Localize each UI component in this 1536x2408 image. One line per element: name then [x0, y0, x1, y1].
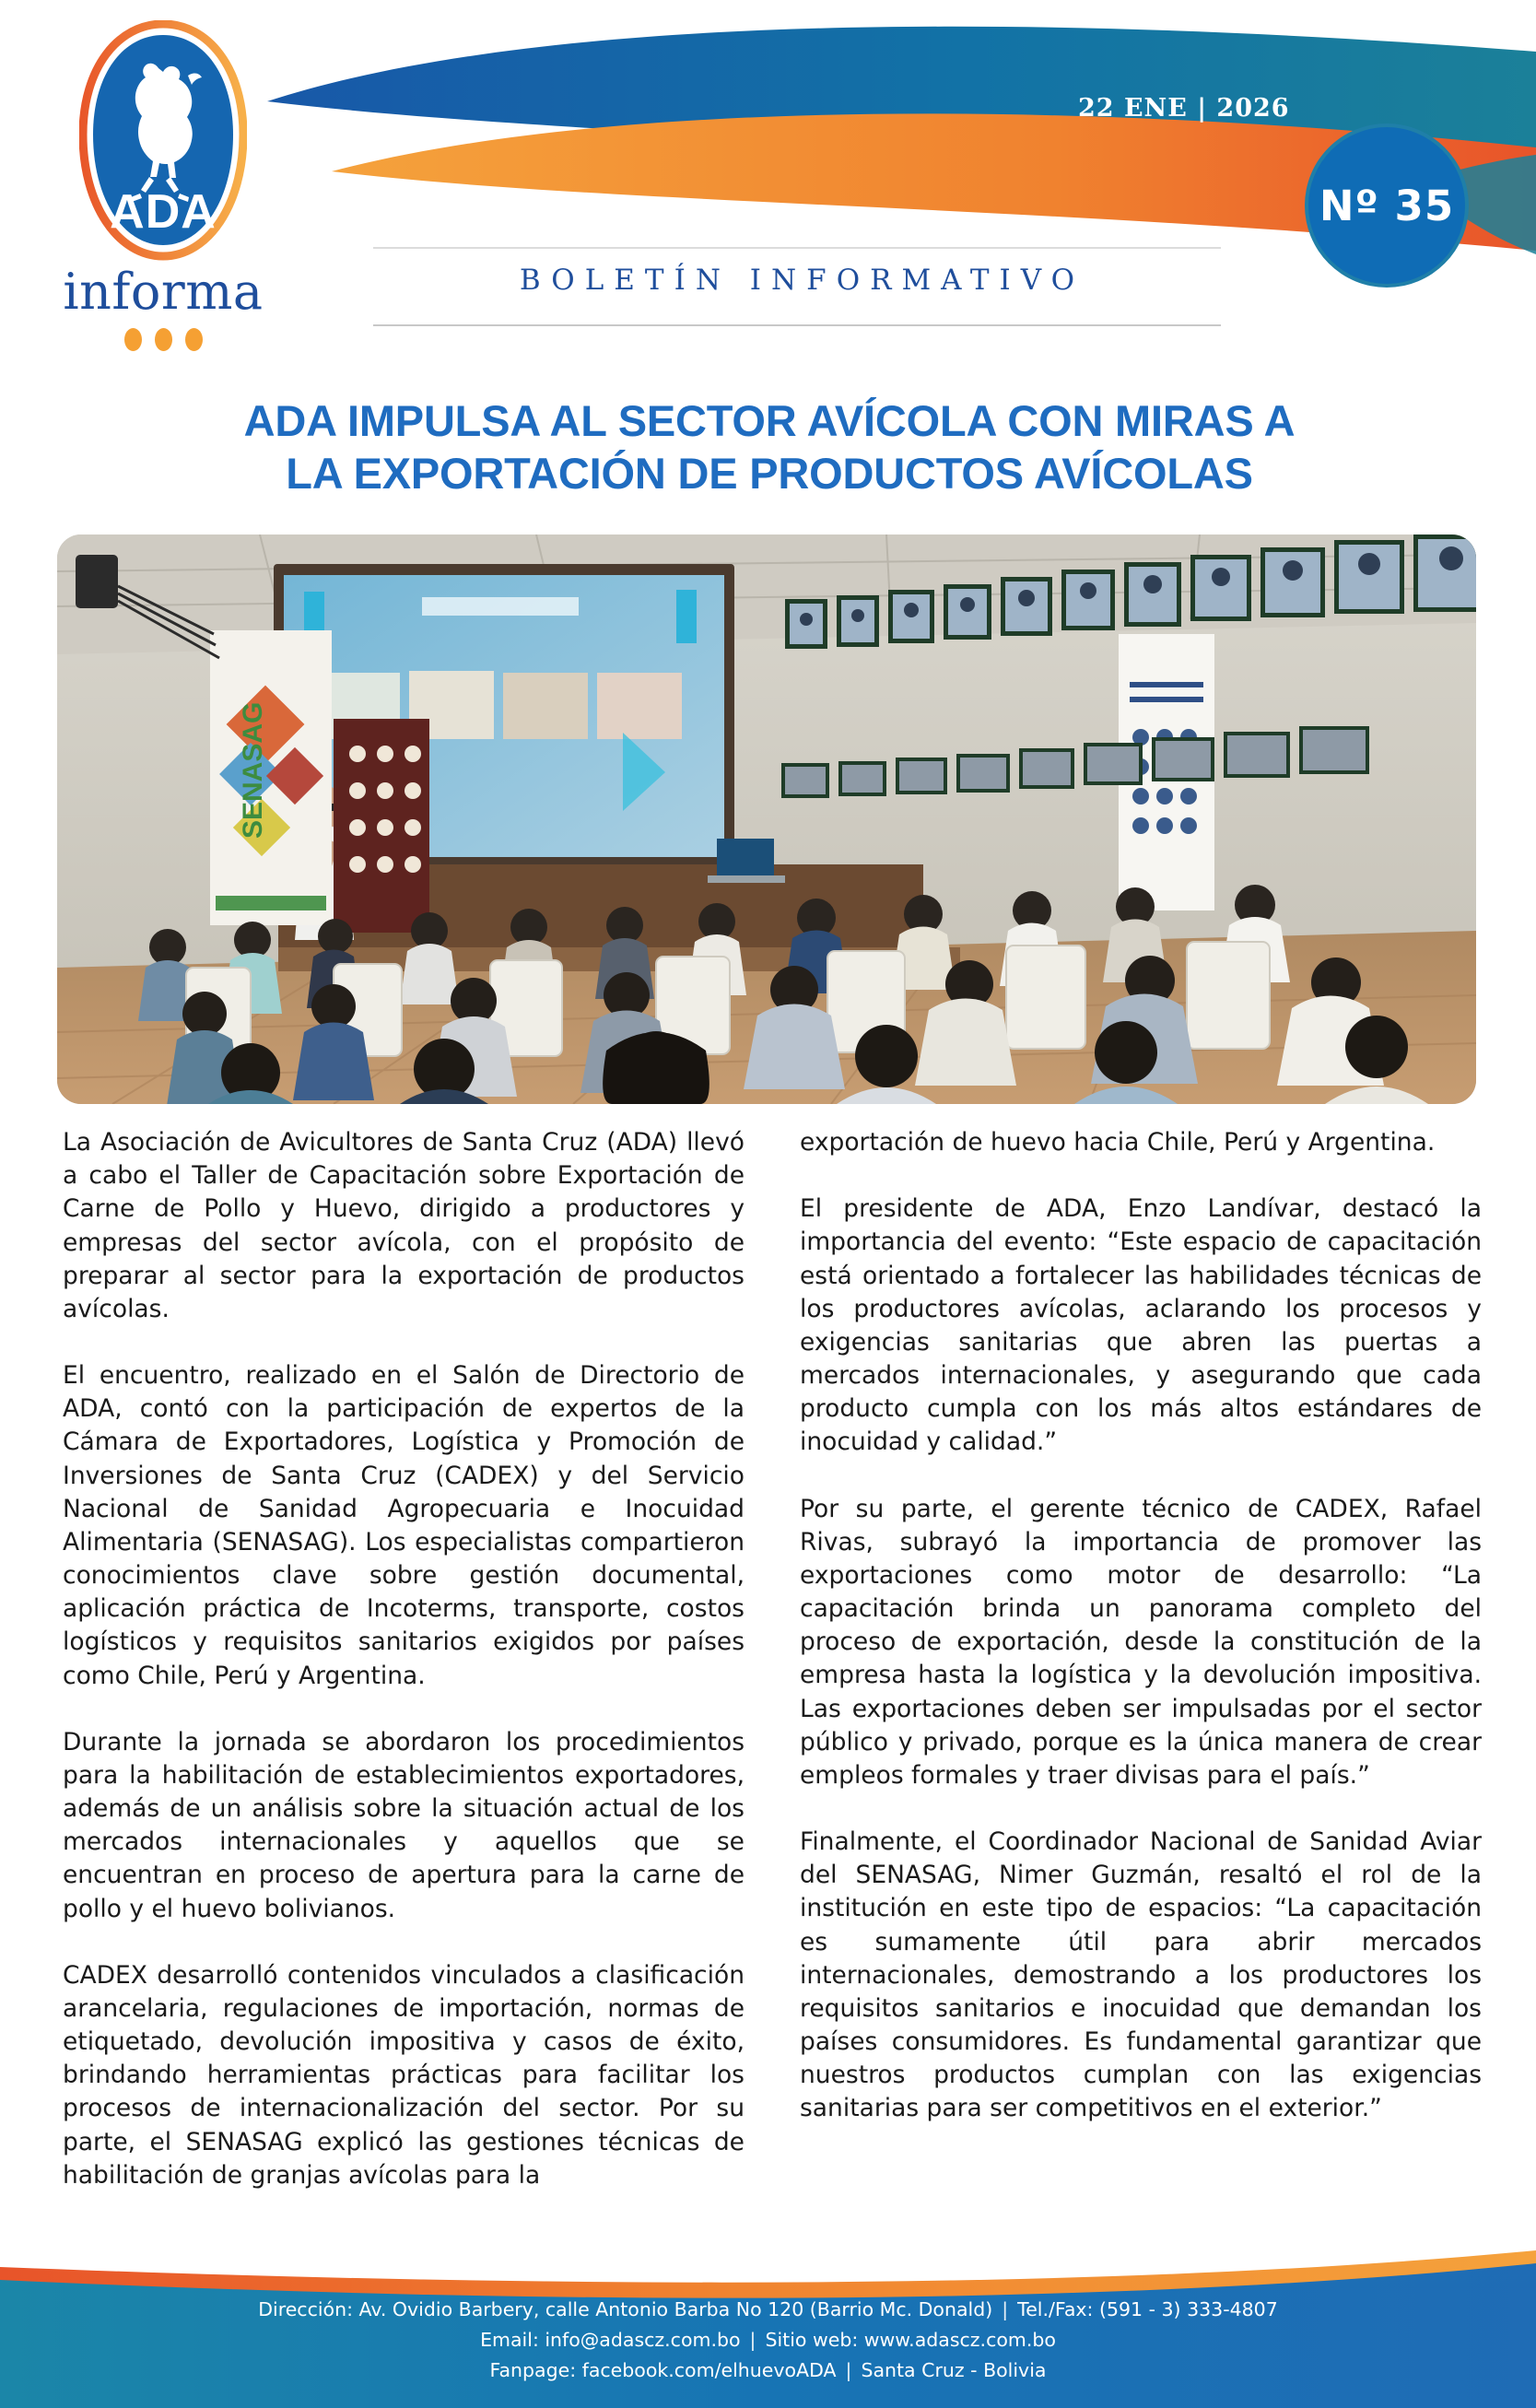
paragraph: El encuentro, realizado en el Salón de Directorio de ADA, contó con la participación de expertos de la Cámara de Exportadores, Logística y Promoción de Inversiones de Santa Cruz (CADEX) y del Servicio Nacional de Sanidad Agropecuaria e Inocuidad Alimentaria (SENASAG). Los especialistas compartieron conocimientos clave sobre gestión documental, aplicación práctica de Incoterms, transporte, costos logísticos y requisitos sanitarios exigidos por países como Chile, Perú y Argentina. — [63, 1361, 745, 1690]
footer-location: Santa Cruz - Bolivia — [861, 2359, 1047, 2382]
ada-logo — [57, 20, 269, 380]
logo-informa-text: informa — [63, 263, 264, 321]
headline-line-2: LA EXPORTACIÓN DE PRODUCTOS AVÍCOLAS — [286, 449, 1253, 499]
footer-phone: Tel./Fax: (591 - 3) 333-4807 — [1017, 2298, 1278, 2320]
footer-address: Dirección: Av. Ovidio Barbery, calle Antonio Barba No 120 (Barrio Mc. Donald) — [258, 2298, 993, 2320]
logo-shield — [79, 20, 247, 262]
page-header — [0, 0, 1536, 387]
logo-dot-2 — [155, 328, 172, 351]
conference-room-photo — [57, 534, 1476, 1104]
logo-dots — [57, 328, 269, 351]
svg-text:SENASAG: SENASAG — [238, 701, 268, 839]
hen-icon — [79, 20, 247, 262]
headline-line-1: ADA IMPULSA AL SECTOR AVÍCOLA CON MIRAS A — [243, 396, 1296, 445]
body-column-left — [63, 1126, 745, 2192]
footer-sep: | — [749, 2329, 756, 2352]
footer-email[interactable]: Email: info@adascz.com.bo — [480, 2329, 741, 2352]
paragraph: Finalmente, el Coordinador Nacional de Sanidad Aviar del SENASAG, Nimer Guzmán, resaltó el rol de la institución en este tipo de espacios: “La capacitación es sumamente útil para abrir mercados internacionales, demostrando a los productores los requisitos sanitarios e inocuidad que demandan los países consumidores. Es fundamental garantizar que nuestros productos cumplan con las exigencias sanitarias para ser competitivos en el exterior.” — [800, 1827, 1482, 2123]
footer-sep: | — [1002, 2298, 1009, 2320]
body-column-right — [800, 1126, 1482, 2126]
paragraph: Por su parte, el gerente técnico de CADEX, Rafael Rivas, subrayó la importancia de promover las exportaciones como motor de desarrollo: “La capacitación brinda un panorama completo del proceso de exportación, desde la constitución de la empresa hasta la logística y la devolución impositiva. Las exportaciones deben ser impulsadas por el sector público y privado, porque es la única manera de crear empleos formales y traer divisas para el país.” — [800, 1494, 1482, 1790]
logo-dot-1 — [124, 328, 142, 351]
issue-number-badge: Nº 35 — [1308, 127, 1465, 284]
issue-date: 22 ENE | 2026 — [1078, 94, 1290, 123]
footer-sep: | — [845, 2359, 852, 2382]
page-footer — [0, 2247, 1536, 2408]
paragraph: El presidente de ADA, Enzo Landívar, destacó la importancia del evento: “Este espacio de capacitación está orientado a fortalecer las habilidades técnicas de los productores avícolas, aclarando los procesos y exigencias sanitarias que abren las puertas a mercados internacionales, y asegurando que cada producto cumpla con los más altos estándares de inocuidad y calidad.” — [800, 1194, 1482, 1457]
footer-line-3 — [0, 2355, 1536, 2386]
footer-line-1 — [0, 2295, 1536, 2325]
paragraph: Durante la jornada se abordaron los procedimientos para la habilitación de establecimientos exportadores, además de un análisis sobre la situación actual de los mercados internacionales y aquellos que se encuentran en proceso de apertura para la carne de pollo y el huevo bolivianos. — [63, 1727, 745, 1923]
footer-website[interactable]: Sitio web: www.adascz.com.bo — [765, 2329, 1056, 2352]
bulletin-kicker: BOLETÍN INFORMATIVO — [519, 264, 1085, 297]
logo-dot-3 — [185, 328, 203, 351]
footer-line-2 — [0, 2325, 1536, 2355]
svg-text:ADA: ADA — [110, 185, 217, 239]
paragraph: CADEX desarrolló contenidos vinculados a clasificación arancelaria, regulaciones de importación, normas de etiquetado, devolución impositiva y casos de éxito, brindando herramientas prácticas para facilitar los procesos de internacionalización del sector. Por su parte, el SENASAG explicó las gestiones técnicas de habilitación de granjas avícolas para la — [63, 1960, 745, 2190]
footer-contact-info — [0, 2295, 1536, 2387]
paragraph: exportación de huevo hacia Chile, Perú y Argentina. — [800, 1128, 1436, 1157]
article-photo — [57, 534, 1476, 1104]
page-title — [92, 394, 1447, 500]
article-body — [63, 1126, 1482, 2260]
footer-fanpage[interactable]: Fanpage: facebook.com/elhuevoADA — [489, 2359, 837, 2382]
paragraph: La Asociación de Avicultores de Santa Cruz (ADA) llevó a cabo el Taller de Capacitación sobre Exportación de Carne de Pollo y Huevo, dirigido a productores y empresas del sector avícola, con el propósito de preparar al sector para la exportación de productos avícolas. — [63, 1128, 745, 1323]
